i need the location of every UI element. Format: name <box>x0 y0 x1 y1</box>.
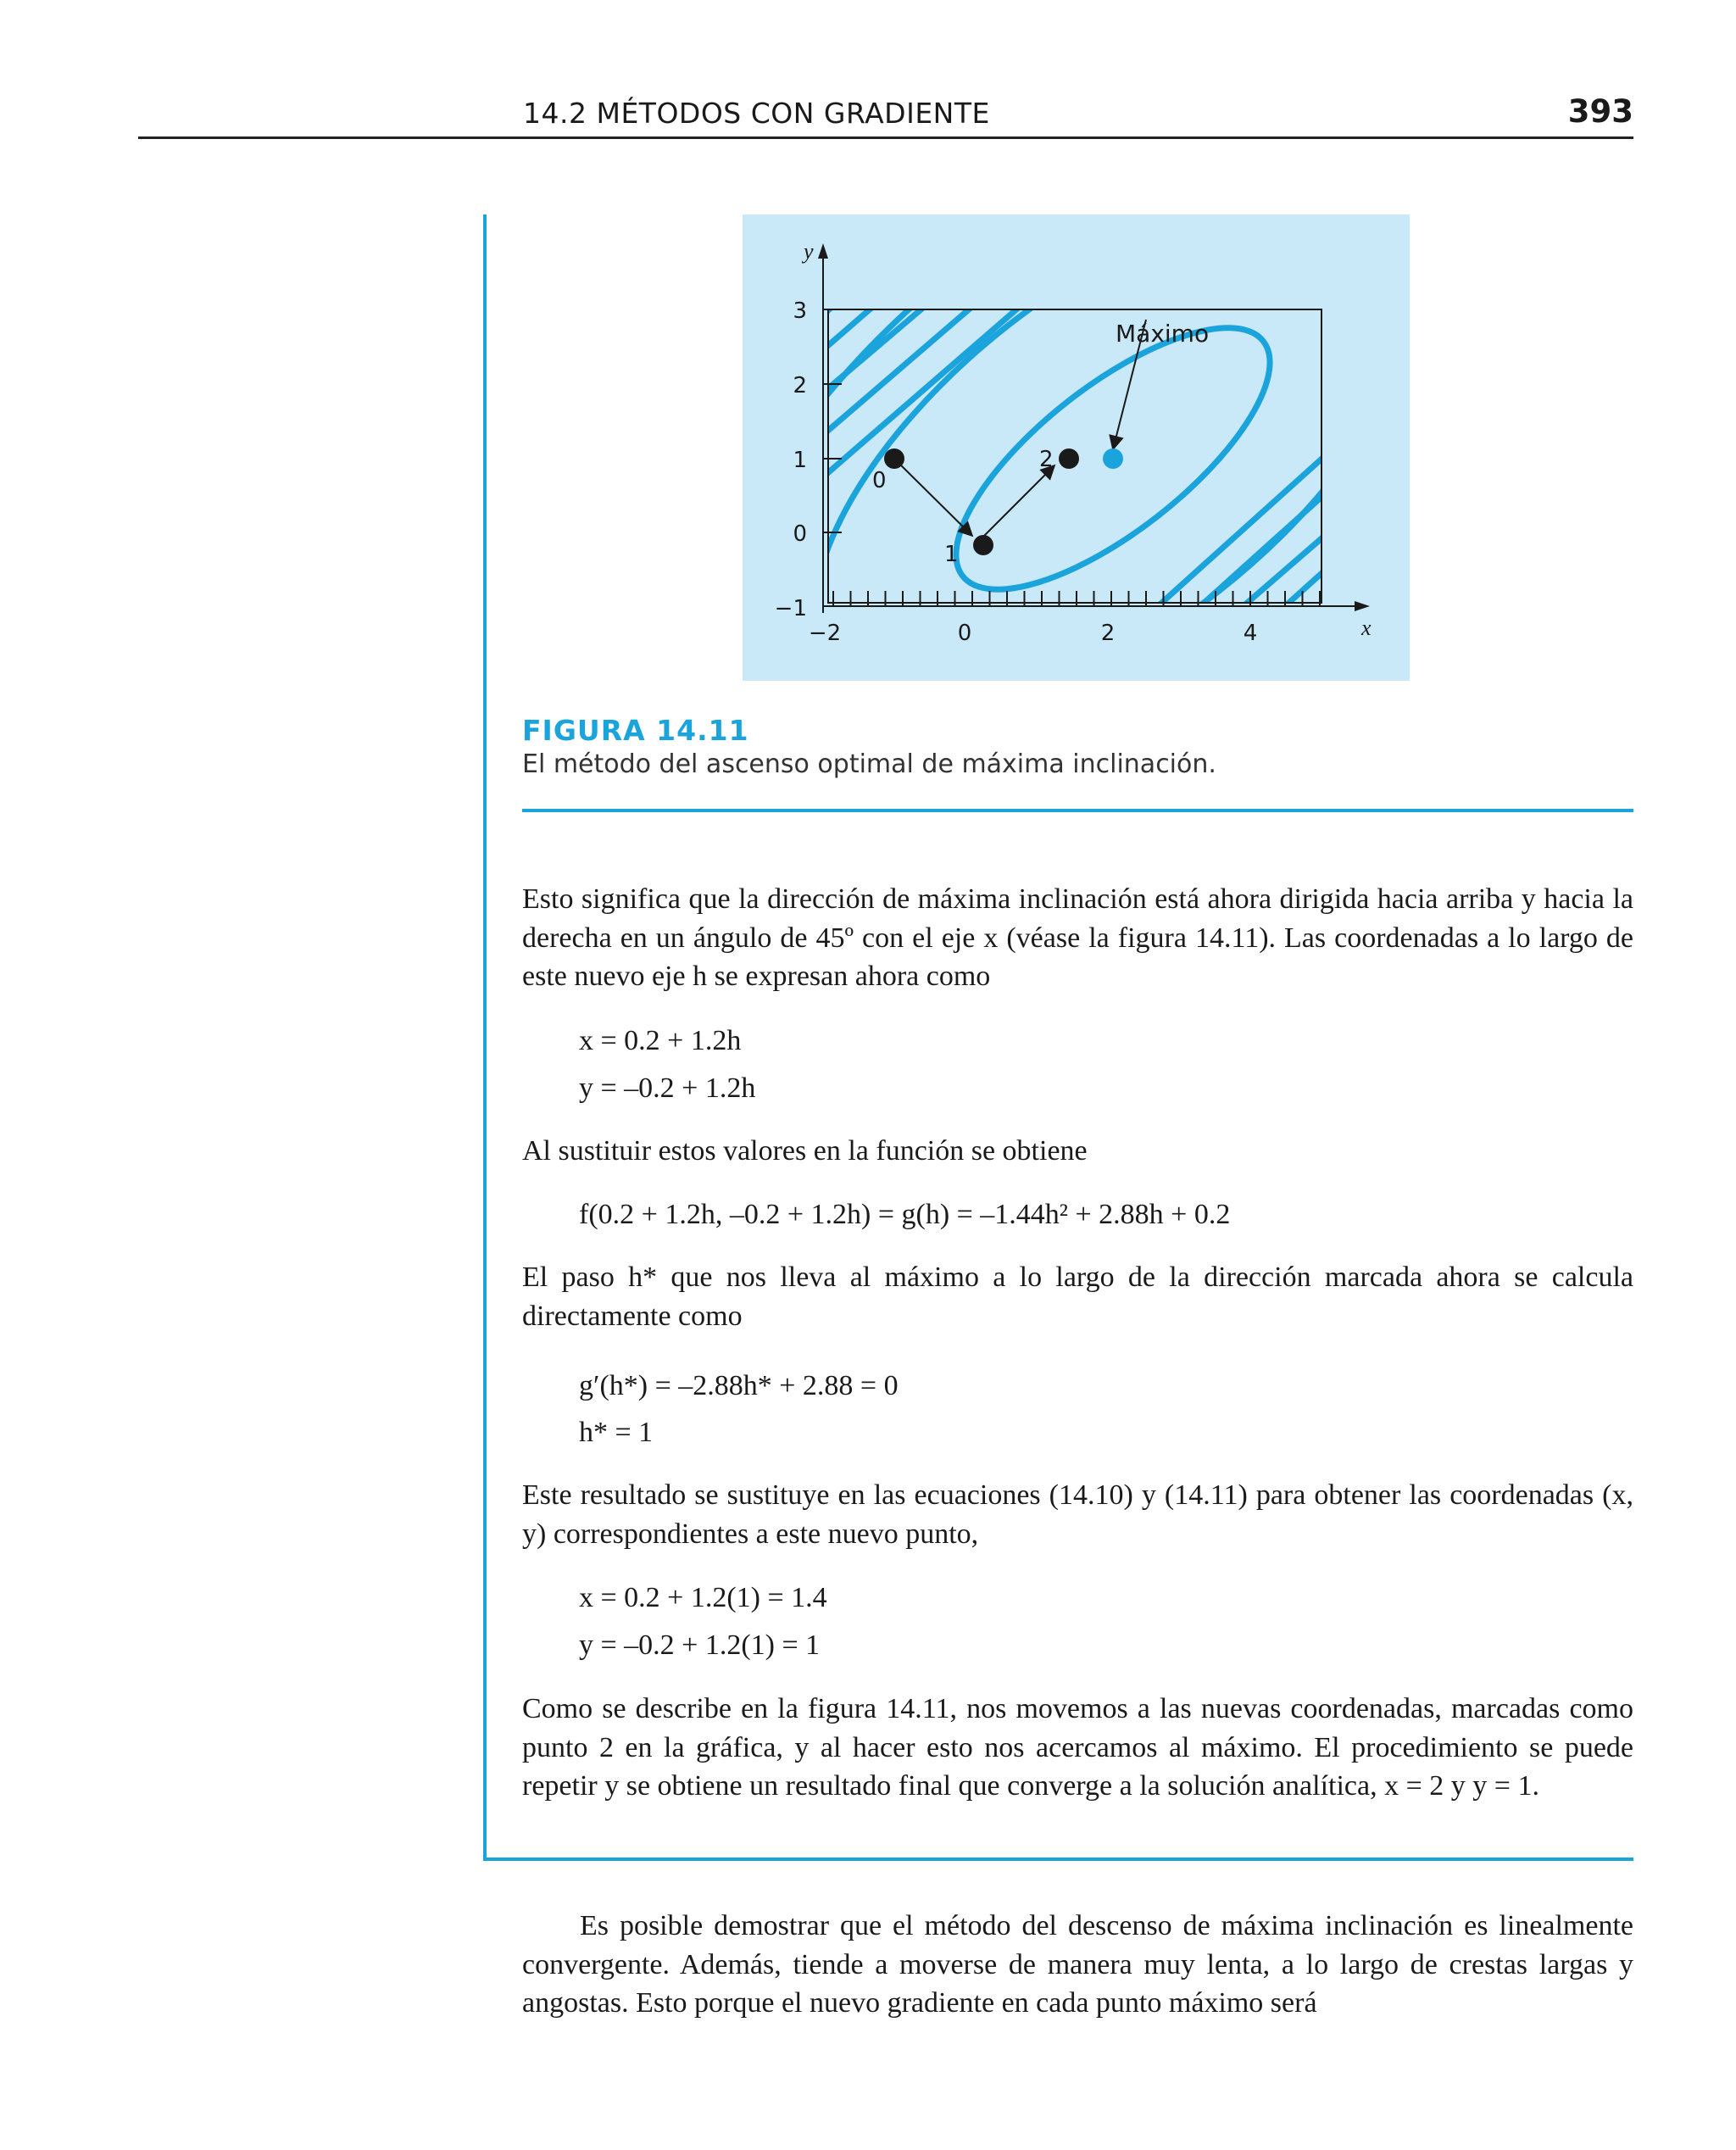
point-label: 0 <box>872 468 887 493</box>
maximum-label: Máximo <box>1116 320 1210 348</box>
equation: x = 0.2 + 1.2h <box>579 1025 742 1056</box>
paragraph: Al sustituir estos valores en la función se obtiene <box>522 1135 1088 1167</box>
equation: g′(h*) = –2.88h* + 2.88 = 0 <box>579 1370 899 1401</box>
page-number: 393 <box>1567 93 1633 130</box>
paragraph: Es posible demostrar que el método del descenso de máxima inclinación es linealmente convergente. Además, tiende a moverse de manera muy lenta, a lo largo de crestas largas y angostas. Esto porque el nuevo gradiente en cada punto máximo será <box>522 1910 1633 2019</box>
x-tick-label: 0 <box>957 621 972 646</box>
equation: h* = 1 <box>579 1417 654 1448</box>
equation: f(0.2 + 1.2h, –0.2 + 1.2h) = g(h) = –1.44h² + 2.88h + 0.2 <box>579 1199 1231 1230</box>
point-2 <box>1059 448 1079 469</box>
header-rule <box>138 136 1633 139</box>
caption-rule <box>522 809 1633 812</box>
paragraph: Esto significa que la dirección de máxima inclinación está ahora dirigida hacia arriba y hacia la derecha en un ángulo de 45º con el eje x (véase la figura 14.11). Las coordenadas a lo largo de este nuevo eje h se expresan ahora como <box>522 883 1633 992</box>
y-tick-label: 1 <box>793 448 807 473</box>
paragraph: Como se describe en la figura 14.11, nos movemos a las nuevas coordenadas, marcadas como punto 2 en la gráfica, y al hacer esto nos acercamos al máximo. El procedimiento se puede repetir y se obtiene un resultado final que converge a la solución analítica, x = 2 y y = 1. <box>522 1693 1633 1802</box>
y-tick-label: −1 <box>774 596 807 621</box>
x-tick-label: −2 <box>808 621 842 646</box>
point-0 <box>884 448 904 469</box>
figure-background <box>743 214 1410 681</box>
equation: y = –0.2 + 1.2h <box>579 1072 756 1104</box>
x-tick-label: 2 <box>1100 621 1116 646</box>
paragraph: El paso h* que nos lleva al máximo a lo largo de la dirección marcada ahora se calcula directamente como <box>522 1262 1633 1332</box>
figure-label: FIGURA 14.11 <box>522 714 749 747</box>
equation: y = –0.2 + 1.2(1) = 1 <box>579 1629 821 1661</box>
y-tick-label: 2 <box>793 373 807 398</box>
y-tick-label: 3 <box>793 298 807 324</box>
y-axis-label: y <box>804 239 814 264</box>
running-head: 14.2 MÉTODOS CON GRADIENTE <box>523 97 990 130</box>
figure-caption: El método del ascenso optimal de máxima inclinación. <box>522 749 1216 779</box>
y-tick-label: 0 <box>793 521 807 547</box>
paragraph: Este resultado se sustituye en las ecuaciones (14.10) y (14.11) para obtener las coordenadas (x, y) correspondientes a este nuevo punto, <box>522 1479 1633 1550</box>
figure-14-11 <box>743 214 1410 681</box>
point-label: 2 <box>1039 447 1054 472</box>
box-left-rule <box>483 214 487 1861</box>
box-bottom-rule <box>483 1858 1633 1861</box>
x-axis-label: x <box>1361 615 1372 640</box>
maximum-point <box>1103 448 1123 469</box>
x-tick-label: 4 <box>1243 621 1258 646</box>
point-label: 1 <box>944 542 959 567</box>
point-1 <box>973 535 993 555</box>
equation: x = 0.2 + 1.2(1) = 1.4 <box>579 1582 827 1613</box>
